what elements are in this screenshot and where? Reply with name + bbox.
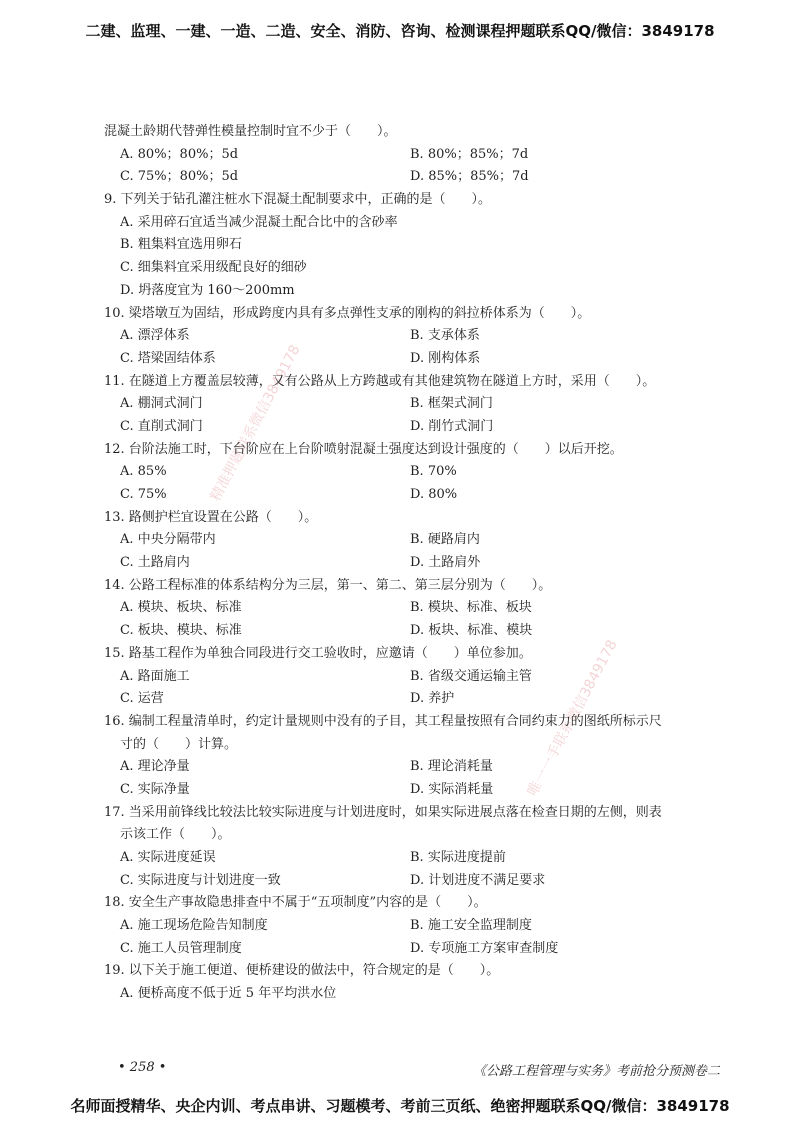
question-stem-continuation: 示该工作（ ）。 <box>120 827 231 843</box>
option: B. 70% <box>410 464 457 480</box>
option: B. 省级交通运输主管 <box>410 668 532 684</box>
option: C. 直削式洞门 <box>120 418 203 434</box>
question-stem-continuation: 寸的（ ）计算。 <box>120 736 238 752</box>
option: B. 硬路肩内 <box>410 532 480 548</box>
option: A. 漂浮体系 <box>120 328 190 344</box>
option: C. 板块、模块、标准 <box>120 623 242 639</box>
option: D. 计划进度不满足要求 <box>410 872 546 888</box>
option-row <box>104 915 724 938</box>
option: C. 实际进度与计划进度一致 <box>120 872 281 888</box>
option: C. 塔梁固结体系 <box>120 350 216 366</box>
option: A. 采用碎石宜适当减少混凝土配合比中的含砂率 <box>120 214 398 230</box>
option-row <box>104 870 724 893</box>
option-row <box>104 847 724 870</box>
header-banner: 二建、监理、一建、一造、二造、安全、消防、咨询、检测课程押题联系QQ/微信：3849178 <box>85 22 715 40</box>
option-row <box>104 529 724 552</box>
option-row <box>104 597 724 620</box>
watermark: 精准押题联系微信3849178 <box>207 342 304 504</box>
option: C. 施工人员管理制度 <box>120 940 242 956</box>
option: A. 棚洞式洞门 <box>120 396 203 412</box>
option: B. 80%；85%；7d <box>410 146 529 162</box>
question-stem: 9. 下列关于钻孔灌注桩水下混凝土配制要求中，正确的是（ ）。 <box>104 192 492 208</box>
option: A. 80%；80%；5d <box>120 146 239 162</box>
option: A. 理论净量 <box>120 759 190 775</box>
question-stem: 14. 公路工程标准的体系结构分为三层，第一、第二、第三层分别为（ ）。 <box>104 577 552 593</box>
option: C. 土路肩内 <box>120 555 190 571</box>
option: A. 模块、板块、标准 <box>120 600 242 616</box>
option-row <box>104 416 724 439</box>
option-row <box>104 938 724 961</box>
option: A. 实际进度延误 <box>120 850 216 865</box>
question-stem: 10. 梁塔墩互为固结，形成跨度内具有多点弹性支承的刚构的斜拉桥体系为（ ）。 <box>104 305 591 321</box>
option: B. 实际进度提前 <box>410 850 506 865</box>
option: B. 理论消耗量 <box>410 759 493 775</box>
option: C. 实际净量 <box>120 781 190 797</box>
option-row <box>104 666 724 689</box>
question-stem: 15. 路基工程作为单独合同段进行交工验收时，应邀请（ ）单位参加。 <box>104 645 532 661</box>
option: D. 养护 <box>410 691 455 707</box>
option-row <box>104 620 724 643</box>
option-row <box>104 166 724 189</box>
question-stem: 11. 在隧道上方覆盖层较薄，又有公路从上方跨越或有其他建筑物在隧道上方时，采用（ ）。 <box>104 373 656 389</box>
option: A. 路面施工 <box>120 668 190 684</box>
option: A. 85% <box>120 464 167 480</box>
intro-text: 混凝土龄期代替弹性模量控制时宜不少于（ ）。 <box>104 124 397 139</box>
option: D. 85%；85%；7d <box>410 169 529 185</box>
option: C. 运营 <box>120 691 164 707</box>
option: C. 细集料宜采用级配良好的细砂 <box>120 260 307 276</box>
option: B. 施工安全监理制度 <box>410 918 532 934</box>
option: D. 板块、标准、模块 <box>410 623 533 639</box>
watermark: 唯一一手联系微信3849178 <box>524 637 621 799</box>
option: B. 支承体系 <box>410 328 480 344</box>
option-row <box>104 144 724 167</box>
option-row <box>104 756 724 779</box>
option-row <box>104 461 724 484</box>
option: C. 75% <box>120 487 167 502</box>
question-stem: 16. 编制工程量清单时，约定计量规则中没有的子目，其工程量按照有合同约束力的图纸所标示尺 <box>104 713 662 729</box>
option: D. 专项施工方案审查制度 <box>410 940 559 956</box>
option: D. 土路肩外 <box>410 555 481 571</box>
option-row <box>104 779 724 802</box>
question-stem: 19. 以下关于施工便道、便桥建设的做法中，符合规定的是（ ）。 <box>104 963 500 979</box>
option: C. 75%；80%；5d <box>120 169 239 185</box>
option-row <box>104 325 724 348</box>
footer-banner: 名师面授精华、央企内训、考点串讲、习题模考、考前三页纸、绝密押题联系QQ/微信：3849178 <box>70 1097 730 1115</box>
option: B. 框架式洞门 <box>410 396 493 412</box>
book-title: 《公路工程管理与实务》考前抢分预测卷二 <box>472 1064 720 1079</box>
page-number: • 258 • <box>118 1060 167 1075</box>
option: D. 削竹式洞门 <box>410 418 494 434</box>
question-stem: 13. 路侧护栏宜设置在公路（ ）。 <box>104 509 318 525</box>
question-stem: 17. 当采用前锋线比较法比较实际进度与计划进度时，如果实际进展点落在检查日期的左侧，则表 <box>104 804 662 820</box>
option: A. 施工现场危险告知制度 <box>120 918 268 934</box>
option: B. 粗集料宜选用卵石 <box>120 237 242 253</box>
page-footer <box>0 1060 800 1080</box>
option-row <box>104 393 724 416</box>
option: D. 实际消耗量 <box>410 781 494 797</box>
option: D. 坍落度宜为 160～200mm <box>120 282 295 298</box>
option: A. 中央分隔带内 <box>120 532 216 548</box>
question-stem: 12. 台阶法施工时，下台阶应在上台阶喷射混凝土强度达到设计强度的（ ）以后开挖。 <box>104 441 623 457</box>
option: D. 80% <box>410 487 458 502</box>
option-row <box>104 552 724 575</box>
option-row <box>104 484 724 507</box>
option-row <box>104 688 724 711</box>
option: D. 刚构体系 <box>410 350 481 366</box>
question-content <box>104 121 724 1006</box>
option: B. 模块、标准、板块 <box>410 600 532 616</box>
option: A. 便桥高度不低于近 5 年平均洪水位 <box>120 986 337 1002</box>
question-stem: 18. 安全生产事故隐患排查中不属于“五项制度”内容的是（ ）。 <box>104 895 487 911</box>
option-row <box>104 348 724 371</box>
